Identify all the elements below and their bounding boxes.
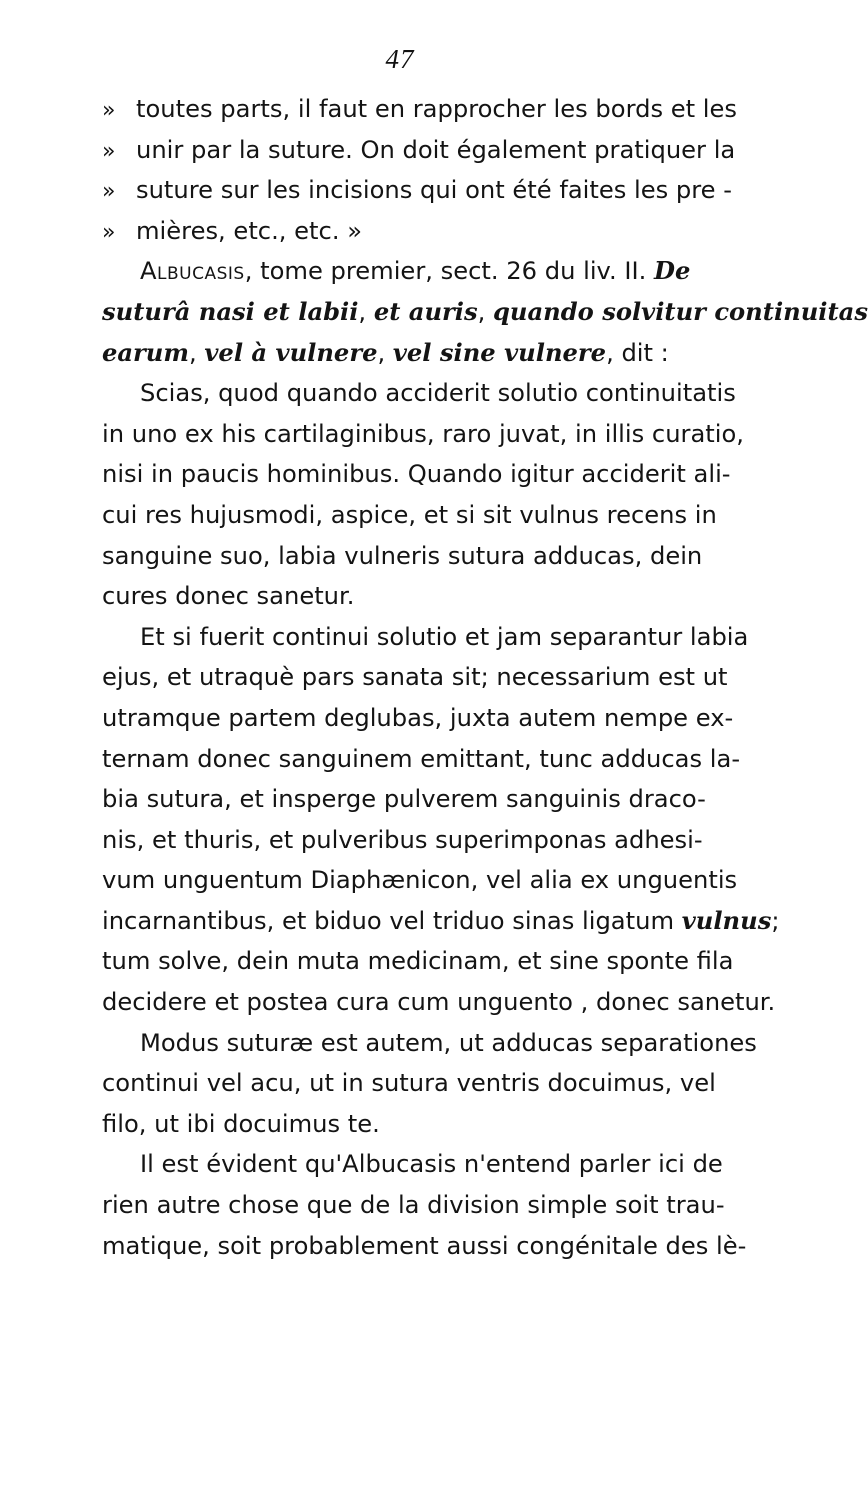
text-line bbox=[102, 130, 736, 171]
text-line: in uno ex his cartilaginibus, raro juvat, in illis curatio, bbox=[102, 419, 744, 448]
citation-line bbox=[102, 292, 868, 333]
text-line bbox=[102, 901, 780, 942]
text-line: Et si fuerit continui solutio et jam separantur labia bbox=[140, 622, 749, 651]
page-number: 47 bbox=[385, 44, 415, 74]
quote-mark: » bbox=[102, 179, 116, 205]
text-line: vum unguentum Diaphænicon, vel alia ex unguentis bbox=[102, 866, 738, 895]
line-text: ; bbox=[771, 906, 780, 935]
line-text: , tome premier, sect. 26 du liv. II. bbox=[244, 257, 655, 286]
text-line bbox=[102, 211, 686, 252]
text-line: tum solve, dein muta medicinam, et sine sponte fila bbox=[102, 947, 734, 976]
italic-title: earum bbox=[102, 337, 189, 367]
text-line: Modus suturæ est autem, ut adducas separationes bbox=[140, 1028, 757, 1057]
author-name: Albucasis bbox=[140, 257, 245, 286]
line-text: incarnantibus, et biduo vel triduo sinas ligatum bbox=[102, 906, 682, 935]
italic-title: De bbox=[654, 256, 691, 286]
italic-title: vel sine vulnere bbox=[392, 337, 607, 367]
quote-mark: » bbox=[102, 98, 116, 123]
line-text: , dit : bbox=[606, 338, 669, 367]
italic-title: et auris bbox=[373, 296, 478, 326]
text-line: rien autre chose que de la division simple soit trau- bbox=[102, 1191, 725, 1220]
text-line: decidere et postea cura cum unguento , donec sanetur. bbox=[102, 988, 776, 1017]
text-line: ejus, et utraquè pars sanata sit; necessarium est ut bbox=[102, 663, 728, 692]
text-line: nis, et thuris, et pulveribus superimponas adhesi- bbox=[102, 825, 703, 854]
quote-mark: » bbox=[102, 219, 116, 245]
text-line: ternam donec sanguinem emittant, tunc adducas la- bbox=[102, 744, 741, 773]
text-line: cui res hujusmodi, aspice, et si sit vulnus recens in bbox=[102, 500, 717, 529]
body-text bbox=[102, 89, 868, 1266]
line-text: unir par la suture. On doit également pratiquer la bbox=[136, 135, 736, 164]
line-text: suture sur les incisions qui ont été faites les pre - bbox=[136, 176, 732, 205]
line-text: , bbox=[377, 338, 393, 367]
text-line: Il est évident qu'Albucasis n'entend parler ici de bbox=[140, 1150, 723, 1179]
text-line: Scias, quod quando acciderit solutio continuitatis bbox=[140, 379, 736, 408]
line-text: toutes parts, il faut en rapprocher les bords et les bbox=[136, 95, 738, 123]
citation-line bbox=[102, 333, 686, 374]
italic-title: vel à vulnere bbox=[204, 337, 378, 367]
text-line: nisi in paucis hominibus. Quando igitur acciderit ali- bbox=[102, 460, 731, 489]
text-line: utramque partem deglubas, juxta autem nempe ex- bbox=[102, 703, 734, 732]
line-text: mières, etc., etc. » bbox=[136, 216, 363, 245]
text-line bbox=[102, 89, 738, 130]
line-text: , bbox=[188, 338, 205, 367]
quote-mark: » bbox=[102, 138, 116, 164]
text-line: bia sutura, et insperge pulverem sanguinis draco- bbox=[102, 785, 706, 814]
line-text: , bbox=[358, 297, 374, 326]
line-text: , bbox=[477, 297, 493, 326]
italic-title: suturâ nasi et labii bbox=[102, 296, 359, 326]
citation-line bbox=[102, 251, 691, 292]
text-line bbox=[102, 170, 732, 211]
text-line: sanguine suo, labia vulneris sutura adducas, dein bbox=[102, 541, 703, 570]
text-line: filo, ut ibi docuimus te. bbox=[102, 1109, 380, 1138]
text-line: matique, soit probablement aussi congénitale des lè- bbox=[102, 1231, 747, 1260]
text-line: continui vel acu, ut in sutura ventris docuimus, vel bbox=[102, 1069, 716, 1098]
italic-word: vulnus bbox=[681, 905, 772, 935]
italic-title: quando solvitur continuitas bbox=[493, 296, 868, 326]
text-line: cures donec sanetur. bbox=[102, 582, 355, 611]
